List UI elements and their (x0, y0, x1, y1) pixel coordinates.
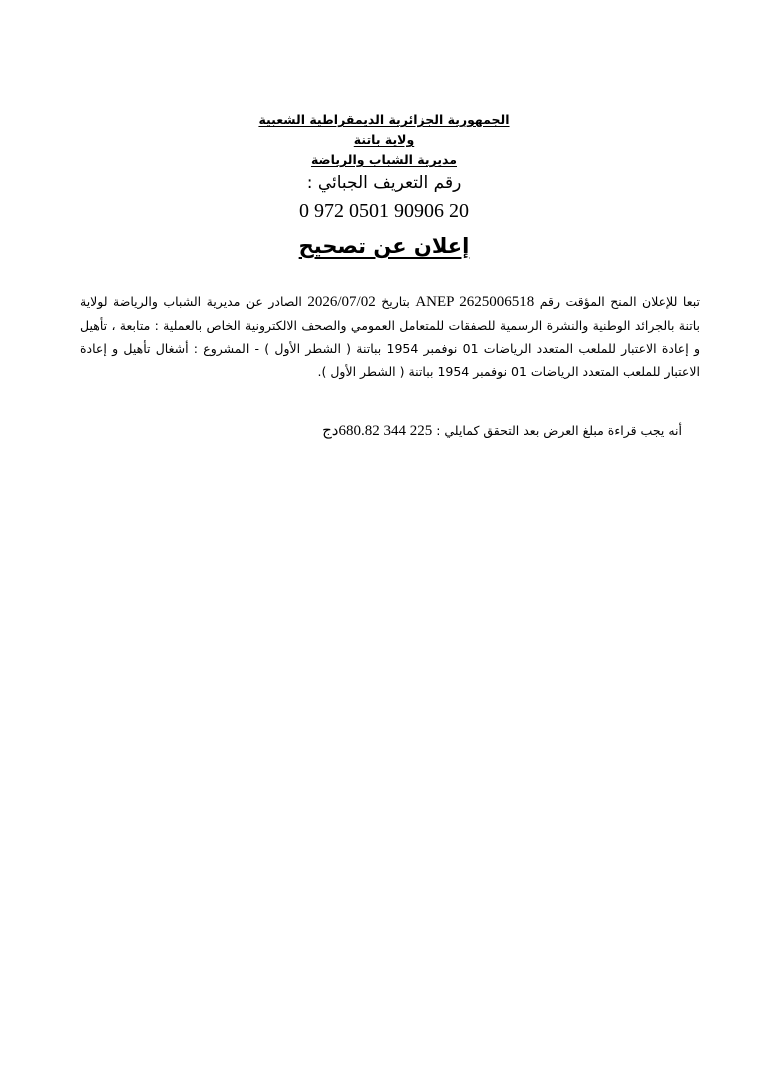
anep-code: ANEP 2625006518 (415, 294, 535, 310)
body-text-part1: تبعا للإعلان المنح المؤقت رقم (534, 294, 700, 309)
tax-id-number: 0 972 0501 90906 20 (299, 200, 469, 222)
notice-body (80, 290, 700, 383)
announcement-date: 2026/07/02 (307, 294, 376, 310)
directorate-name: مديرية الشباب والرياضة (310, 152, 458, 167)
body-text-part2: بتاريخ (375, 294, 416, 309)
wilaya-name: ولاية باتنة (353, 132, 415, 147)
amount-value: 225 344 680.82دج (322, 423, 433, 439)
tax-id-label: رقم التعريف الجبائي : (306, 173, 462, 193)
body-text-part3: الصادر عن مديرية الشباب والرياضة لولاية باتنة بالجرائد الوطنية والنشرة الرسمية للصفقات للمتعامل العمومي والصحف الالكترونية الخاص بالعملية : متابعة ، تأهيل و إعادة الاعتبار للملعب المتعدد الرياضات 01 نوفمبر 1954 بباتنة ( الشطر الأول ) - المشروع : أشغال تأهيل و إعادة الاعتبار للملعب المتعدد الرياضات 01 نوفمبر 1954 بباتنة ( الشطر الأول ). (80, 294, 700, 379)
amount-label: أنه يجب قراءة مبلغ العرض بعد التحقق كمايلي : (436, 423, 682, 438)
amount-statement (120, 420, 682, 442)
notice-title: إعلان عن تصحيح (298, 234, 470, 258)
document-header (200, 110, 568, 264)
republic-name: الجمهورية الجزائرية الديمقراطية الشعبية (258, 112, 510, 127)
